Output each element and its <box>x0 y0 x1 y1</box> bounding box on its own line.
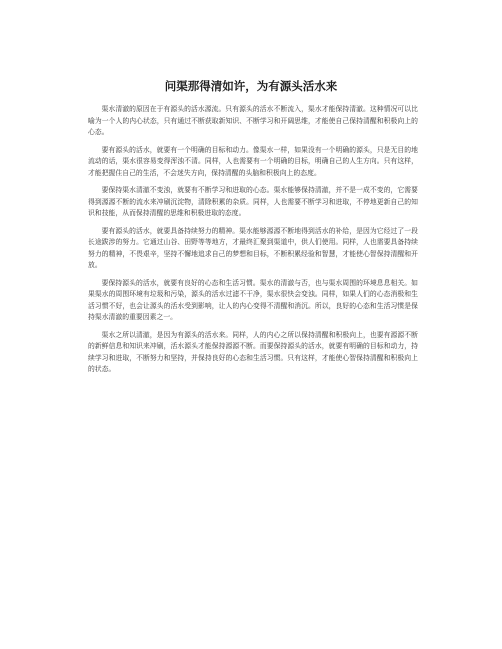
paragraph: 要有源头的活水，就要具备持续努力的精神。渠水能够源源不断地得到活水的补给，是因为它经过了一段长途跋涉的努力。它通过山谷、田野等等地方，才最终汇聚到渠道中，供人们使用。同样，人也需要具备持续努力的精神，不畏艰辛，坚持不懈地追求自己的梦想和目标，不断积累经验和智慧，才能使心智保持清醒和开放。 <box>88 226 418 269</box>
paragraph: 要保持渠水清澈不变浊，就要有不断学习和进取的心态。渠水能够保持清澈，并不是一成不变的，它需要得到源源不断的流水来冲刷沉淀物，清除积累的杂质。同样，人也需要不断学习和进取，不停地更新自己的知识和技能，从而保持清醒的思维和积极进取的态度。 <box>88 186 418 217</box>
paragraph: 要有源头的活水，就要有一个明确的目标和动力。像渠水一样，如果没有一个明确的源头，只是无目的地流动的话，渠水很容易变得浑浊不清。同样，人也需要有一个明确的目标，明确自己的人生方向。只有这样，才能把握住自己的生活，不会迷失方向，保持清醒的头脑和积极向上的态度。 <box>88 145 418 177</box>
document-body <box>88 104 418 382</box>
paragraph: 渠水之所以清澈，是因为有源头的活水来。同样，人的内心之所以保持清醒和积极向上，也要有源源不断的新鲜信息和知识来冲刷，活水源头才能保持源源不断。而要保持源头的活水，就要有明确的目标和动力，持续学习和进取，不断努力和坚持，并保持良好的心态和生活习惯。只有这样，才能使心智保持清醒和积极向上的状态。 <box>88 330 418 373</box>
paragraph: 渠水清澈的原因在于有源头的活水源流。只有源头的活水不断流入，渠水才能保持清澈。这种情况可以比喻为一个人的内心状态，只有通过不断获取新知识、不断学习和开阔思维，才能使自己保持清醒和积极向上的心态。 <box>88 105 418 136</box>
paragraph: 要保持源头的活水，就要有良好的心态和生活习惯。渠水的清澈与否，也与渠水周围的环境息息相关。如果渠水的周围环境有垃圾和污染，源头的活水过滤不干净，渠水很快会变浊。同样，如果人们的心态消极和生活习惯不好，也会让源头的活水受到影响，让人的内心变得不清醒和消沉。所以，良好的心态和生活习惯是保持渠水清澈的重要因素之一。 <box>88 278 418 321</box>
document-title: 问渠那得清如许，为有源头活水来 <box>164 79 338 93</box>
